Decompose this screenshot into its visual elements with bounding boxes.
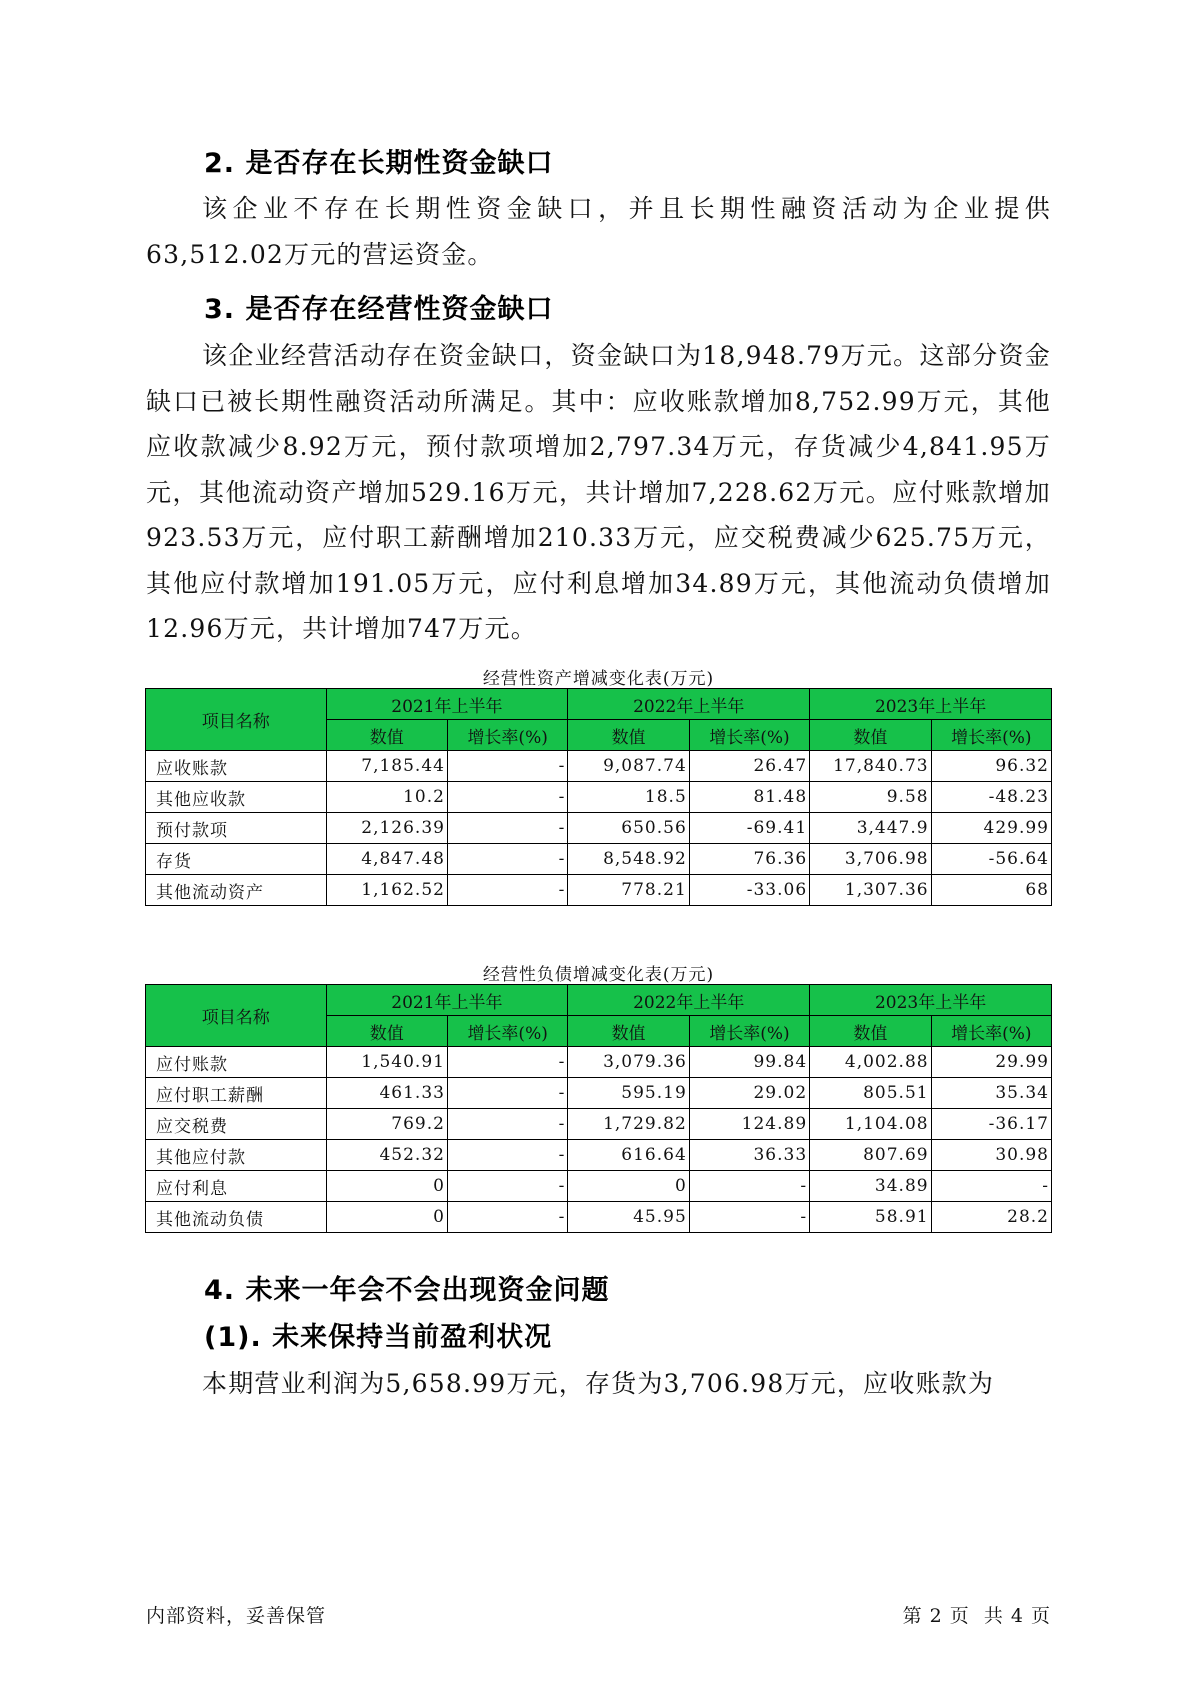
value-cell: 1,540.91 — [326, 1047, 447, 1078]
value-cell: 9.58 — [810, 782, 931, 813]
rate-cell: - — [447, 782, 567, 813]
period-header: 2021年上半年 — [326, 985, 568, 1016]
rate-cell: - — [447, 1202, 567, 1233]
rate-cell: 29.99 — [931, 1047, 1051, 1078]
rate-cell: - — [447, 1047, 567, 1078]
period-header: 2022年上半年 — [568, 985, 810, 1016]
table-row — [146, 1047, 1052, 1078]
table-row — [146, 1171, 1052, 1202]
rate-cell: - — [447, 875, 567, 906]
rate-cell: - — [447, 844, 567, 875]
rate-cell: - — [447, 1140, 567, 1171]
value-cell: 8,548.92 — [568, 844, 689, 875]
rate-cell: 26.47 — [689, 751, 809, 782]
section-2-text: 该企业不存在长期性资金缺口，并且长期性融资活动为企业提供63,512.02万元的营运资金。 — [146, 194, 1051, 269]
rate-cell: 36.33 — [689, 1140, 809, 1171]
value-cell: 650.56 — [568, 813, 689, 844]
table-row — [146, 782, 1052, 813]
value-cell: 10.2 — [326, 782, 447, 813]
period-header: 2023年上半年 — [810, 689, 1052, 720]
liability-change-table — [145, 984, 1052, 1233]
rate-header: 增长率(%) — [689, 720, 809, 751]
item-name-header: 项目名称 — [146, 689, 327, 751]
rate-header: 增长率(%) — [447, 720, 567, 751]
row-label: 存货 — [146, 844, 327, 875]
rate-cell: 76.36 — [689, 844, 809, 875]
table-row — [146, 1078, 1052, 1109]
row-label: 其他流动负债 — [146, 1202, 327, 1233]
value-cell: 0 — [568, 1171, 689, 1202]
liability-table-caption: 经营性负债增减变化表(万元) — [482, 965, 715, 985]
table-row — [146, 1202, 1052, 1233]
section-4-heading: 4. 未来一年会不会出现资金问题 — [204, 1275, 610, 1306]
value-cell: 17,840.73 — [810, 751, 931, 782]
row-label: 预付款项 — [146, 813, 327, 844]
value-cell: 769.2 — [326, 1109, 447, 1140]
value-cell: 3,079.36 — [568, 1047, 689, 1078]
value-cell: 805.51 — [810, 1078, 931, 1109]
rate-cell: 124.89 — [689, 1109, 809, 1140]
rate-cell: - — [447, 813, 567, 844]
rate-cell: 68 — [931, 875, 1051, 906]
section-4-1-text: 本期营业利润为5,658.99万元，存货为3,706.98万元，应收账款为 — [202, 1369, 995, 1398]
footer-left: 内部资料，妥善保管 — [146, 1605, 327, 1627]
value-cell: 778.21 — [568, 875, 689, 906]
rate-cell: 81.48 — [689, 782, 809, 813]
period-header: 2021年上半年 — [326, 689, 568, 720]
value-cell: 595.19 — [568, 1078, 689, 1109]
value-cell: 1,162.52 — [326, 875, 447, 906]
liability-table-body — [146, 1047, 1052, 1233]
value-cell: 1,307.36 — [810, 875, 931, 906]
value-header: 数值 — [326, 1016, 447, 1047]
row-label: 应付职工薪酬 — [146, 1078, 327, 1109]
rate-cell: 96.32 — [931, 751, 1051, 782]
rate-cell: 28.2 — [931, 1202, 1051, 1233]
value-header: 数值 — [810, 720, 931, 751]
value-cell: 9,087.74 — [568, 751, 689, 782]
row-label: 其他流动资产 — [146, 875, 327, 906]
row-label: 应收账款 — [146, 751, 327, 782]
rate-header: 增长率(%) — [447, 1016, 567, 1047]
value-header: 数值 — [810, 1016, 931, 1047]
value-cell: 807.69 — [810, 1140, 931, 1171]
rate-cell: - — [931, 1171, 1051, 1202]
rate-cell: -56.64 — [931, 844, 1051, 875]
value-header: 数值 — [568, 720, 689, 751]
rate-cell: - — [447, 1109, 567, 1140]
value-cell: 18.5 — [568, 782, 689, 813]
section-4-1-heading: (1). 未来保持当前盈利状况 — [204, 1322, 553, 1353]
value-cell: 34.89 — [810, 1171, 931, 1202]
value-header: 数值 — [568, 1016, 689, 1047]
value-cell: 452.32 — [326, 1140, 447, 1171]
section-3-text: 该企业经营活动存在资金缺口，资金缺口为18,948.79万元。这部分资金缺口已被长期性融资活动所满足。其中：应收账款增加8,752.99万元，其他应收款减少8.92万元，预付款项增加2,797.34万元，存货减少4,841.95万元，其他流动资产增加529.16万元，共计增加7,228.62万元。应付账款增加923.53万元，应付职工薪酬增加210.33万元，应交税费减少625.75万元，其他应付款增加191.05万元，应付利息增加34.89万元，其他流动负债增加12.96万元，共计增加747万元。 — [146, 341, 1051, 643]
value-cell: 3,447.9 — [810, 813, 931, 844]
value-cell: 0 — [326, 1171, 447, 1202]
value-cell: 7,185.44 — [326, 751, 447, 782]
section-3-heading: 3. 是否存在经营性资金缺口 — [204, 294, 554, 325]
rate-cell: 30.98 — [931, 1140, 1051, 1171]
value-cell: 461.33 — [326, 1078, 447, 1109]
row-label: 其他应收款 — [146, 782, 327, 813]
rate-cell: -33.06 — [689, 875, 809, 906]
table-row — [146, 1109, 1052, 1140]
rate-cell: - — [447, 1078, 567, 1109]
table-row — [146, 875, 1052, 906]
row-label: 应付利息 — [146, 1171, 327, 1202]
table-row — [146, 1140, 1052, 1171]
asset-table-caption: 经营性资产增减变化表(万元) — [482, 669, 715, 689]
value-cell: 1,729.82 — [568, 1109, 689, 1140]
row-label: 应付账款 — [146, 1047, 327, 1078]
rate-cell: -36.17 — [931, 1109, 1051, 1140]
rate-cell: 29.02 — [689, 1078, 809, 1109]
footer-page-number: 第 2 页 共 4 页 — [902, 1605, 1051, 1627]
rate-cell: - — [447, 751, 567, 782]
row-label: 应交税费 — [146, 1109, 327, 1140]
table-row — [146, 844, 1052, 875]
rate-cell: - — [447, 1171, 567, 1202]
rate-cell: -69.41 — [689, 813, 809, 844]
value-cell: 616.64 — [568, 1140, 689, 1171]
value-cell: 3,706.98 — [810, 844, 931, 875]
item-name-header: 项目名称 — [146, 985, 327, 1047]
value-cell: 4,847.48 — [326, 844, 447, 875]
asset-change-table — [145, 688, 1052, 906]
rate-cell: - — [689, 1171, 809, 1202]
asset-table-body — [146, 751, 1052, 906]
rate-cell: 99.84 — [689, 1047, 809, 1078]
value-cell: 4,002.88 — [810, 1047, 931, 1078]
value-cell: 58.91 — [810, 1202, 931, 1233]
rate-cell: - — [689, 1202, 809, 1233]
rate-header: 增长率(%) — [931, 720, 1051, 751]
rate-header: 增长率(%) — [931, 1016, 1051, 1047]
value-cell: 45.95 — [568, 1202, 689, 1233]
row-label: 其他应付款 — [146, 1140, 327, 1171]
rate-header: 增长率(%) — [689, 1016, 809, 1047]
value-cell: 0 — [326, 1202, 447, 1233]
table-row — [146, 813, 1052, 844]
rate-cell: 429.99 — [931, 813, 1051, 844]
period-header: 2023年上半年 — [810, 985, 1052, 1016]
value-header: 数值 — [326, 720, 447, 751]
value-cell: 1,104.08 — [810, 1109, 931, 1140]
section-2-heading: 2. 是否存在长期性资金缺口 — [204, 148, 554, 179]
rate-cell: -48.23 — [931, 782, 1051, 813]
table-row — [146, 751, 1052, 782]
value-cell: 2,126.39 — [326, 813, 447, 844]
rate-cell: 35.34 — [931, 1078, 1051, 1109]
period-header: 2022年上半年 — [568, 689, 810, 720]
